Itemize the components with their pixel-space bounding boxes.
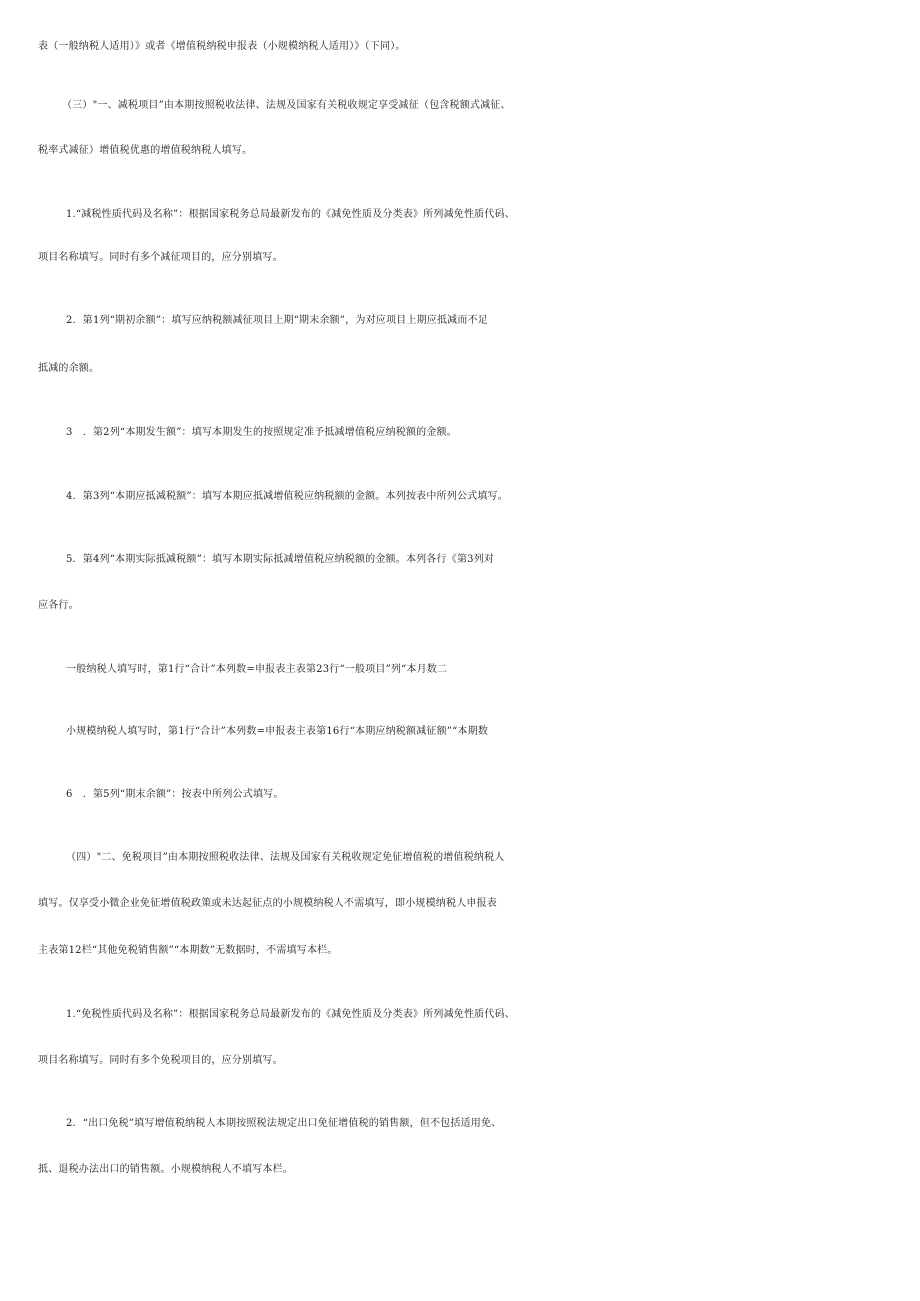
text-line-1: 表（一般纳税人适用）》或者《增值税纳税申报表（小规模纳税人适用）》（下同）。 [38, 41, 406, 52]
item-3-2: 2．第1列“期初余额”：填写应纳税额减征项目上期“期末余额”，为对应项目上期应抵减而不足 [66, 315, 488, 326]
text-line-16: 填写。仅享受小微企业免征增值税政策或未达起征点的小规模纳税人不需填写，即小规模纳税人申报表 [38, 898, 497, 909]
item-3-5: 5．第4列“本期实际抵减税额”：填写本期实际抵减增值税应纳税额的金额。本列各行《第3列对 [66, 554, 495, 565]
item-3-1: 1.“减税性质代码及名称”：根据国家税务总局最新发布的《减免性质及分类表》所列减免性质代码、 [66, 209, 515, 220]
section-4-heading: （四）"二、免税项目”由本期按照税收法律、法规及国家有关税收规定免征增值税的增值税纳税人 [66, 852, 505, 863]
text-line-13: 小规模纳税人填写时，第1行“合计”本列数=申报表主表第16行“本期应纳税额减征额”“本期数 [66, 726, 489, 737]
item-4-2: 2．“出口免税”填写增值税纳税人本期按照税法规定出口免征增值税的销售额，但不包括适用免、 [66, 1118, 502, 1129]
section-3-heading: （三）"一、减税项目”由本期按照税收法律、法规及国家有关税收规定享受减征（包含税额式减征、 [62, 100, 511, 111]
text-line-7: 抵减的余额。 [38, 363, 100, 374]
text-line-5: 项目名称填写。同时有多个减征项目的，应分别填写。 [38, 252, 283, 263]
item-3-6: 6 ．第5列“期末余额”：按表中所列公式填写。 [66, 789, 284, 800]
item-4-1: 1.“免税性质代码及名称”：根据国家税务总局最新发布的《减免性质及分类表》所列减免性质代码、 [66, 1009, 515, 1020]
text-line-12: 一般纳税人填写时，第1行“合计”本列数=申报表主表第23行“一般项目”列“本月数二 [66, 664, 448, 675]
text-line-21: 抵、退税办法出口的销售额。小规模纳税人不填写本栏。 [38, 1164, 293, 1175]
text-line-17: 主表第12栏“其他免税销售额”“本期数”无数据时，不需填写本栏。 [38, 945, 338, 956]
item-3-4: 4．第3列“本期应抵减税额”：填写本期应抵减增值税应纳税额的金额。本列按表中所列公式填写。 [66, 491, 508, 502]
text-line-3: 税率式减征）增值税优惠的增值税纳税人填写。 [38, 145, 253, 156]
text-line-11: 应各行。 [38, 600, 79, 611]
text-line-19: 项目名称填写。同时有多个免税项目的，应分别填写。 [38, 1055, 283, 1066]
item-3-3: 3 ．第2列“本期发生额”：填写本期发生的按照规定准予抵减增值税应纳税额的金额。 [66, 427, 457, 438]
